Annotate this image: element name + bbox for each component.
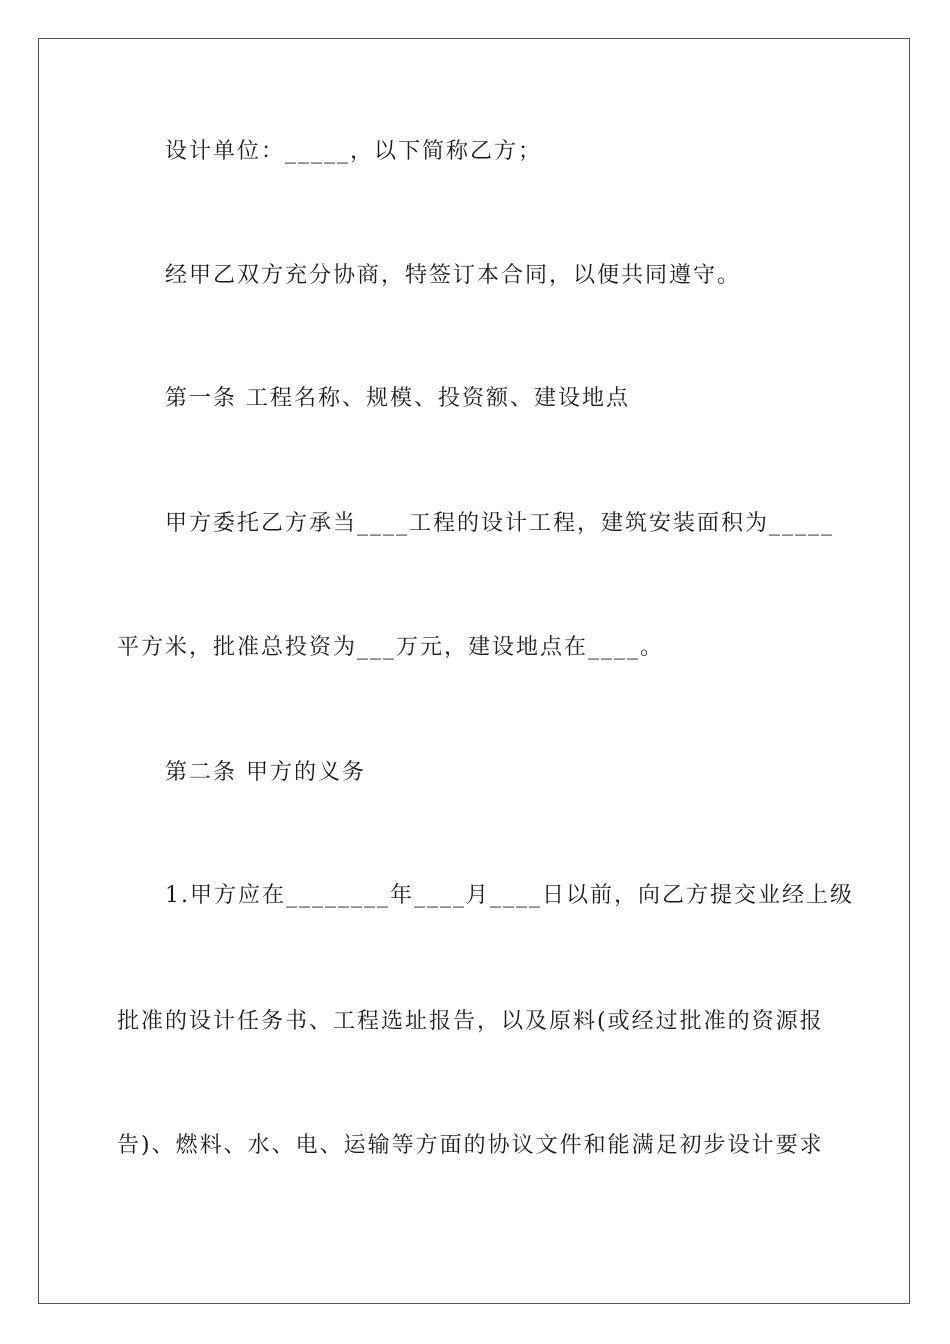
article-two-item-1-line-2: 批准的设计任务书、工程选址报告，以及原料(或经过批准的资源报 (117, 1009, 824, 1034)
article-one-para-line-2: 平方米，批准总投资为___万元，建设地点在____。 (117, 635, 665, 660)
page-border (38, 38, 910, 1304)
design-unit-line: 设计单位：_____，以下简称乙方； (165, 139, 543, 164)
article-two-heading: 第二条 甲方的义务 (165, 760, 366, 785)
article-two-item-1-line-3: 告)、燃料、水、电、运输等方面的协议文件和能满足初步设计要求 (117, 1133, 824, 1158)
agreement-line: 经甲乙双方充分协商，特签订本合同，以便共同遵守。 (165, 263, 742, 288)
article-one-para-line-1: 甲方委托乙方承当____工程的设计工程，建筑安装面积为_____ (165, 511, 835, 536)
article-one-heading: 第一条 工程名称、规模、投资额、建设地点 (165, 386, 630, 411)
article-two-item-1-line-1: 1.甲方应在________年____月____日以前，向乙方提交业经上级 (165, 883, 854, 908)
